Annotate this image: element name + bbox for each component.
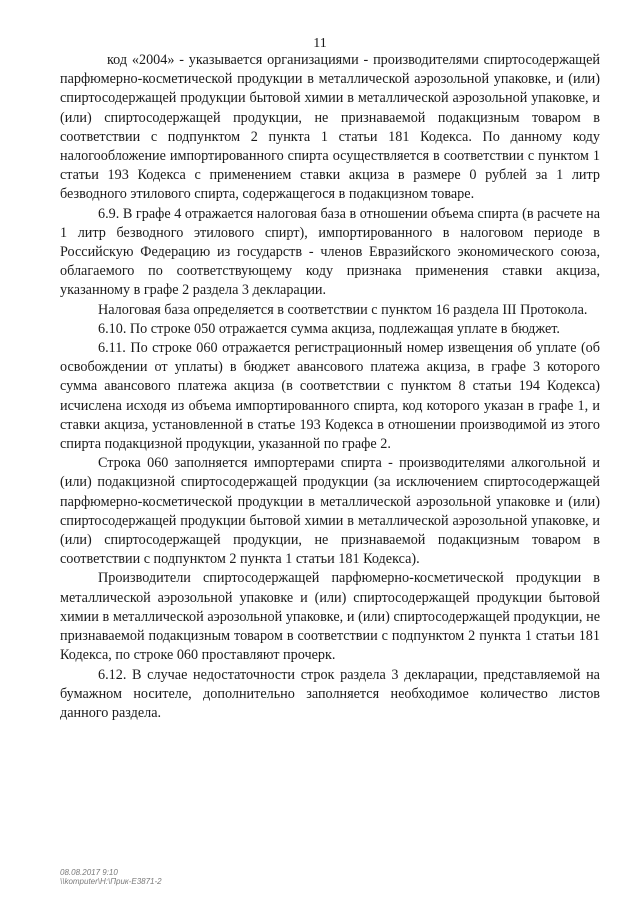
document-body bbox=[60, 51, 600, 723]
paragraph-code-2004: код «2004» - указывается организациями - производителями спиртосодержащей парфюмерно-косметической продукции в металлической аэрозольной упаковке, и (или) спиртосодержащей продукции бытовой химии в металлической аэрозольной упаковке, и (или) спиртосодержащей продукции, не признаваемой подакцизным товаром в соответствии с подпунктом 2 пункта 1 статьи 181 Кодекса. По данному коду налогообложение импортированного спирта осуществляется в соответствии с пунктом 1 статьи 193 Кодекса с применением ставки акциза в размере 0 рублей за 1 литр безводного этилового спирта, содержащегося в подакцизном товаре. bbox=[60, 52, 600, 203]
paragraph-6-10: 6.10. По строке 050 отражается сумма акциза, подлежащая уплате в бюджет. bbox=[98, 320, 560, 337]
footer-stamp bbox=[60, 868, 162, 886]
paragraph-6-9: 6.9. В графе 4 отражается налоговая база в отношении объема спирта (в расчете на 1 литр безводного этилового спирт), импортированного в налоговом периоде в Российскую Федерацию из государств - членов Евразийского экономического союза, облагаемого по соответствующему коду признака применения ставки акциза, указанному в графе 2 раздела 3 декларации. bbox=[60, 205, 600, 299]
footer-date: 08.08.2017 9:10 bbox=[60, 868, 118, 877]
page-number: 11 bbox=[313, 36, 327, 51]
footer-path: \\komputer\Н:\Прик-Е3871-2 bbox=[60, 877, 162, 886]
paragraph-producers: Производители спиртосодержащей парфюмерно-косметической продукции в металлической аэрозольной упаковке и (или) спиртосодержащей продукции бытовой химии в металлической аэрозольной упаковке, и (или) спиртосодержащей продукции, не признаваемой подакцизным товаром в соответствии с подпунктом 2 пункта 1 статьи 181 Кодекса, по строке 060 проставляют прочерк. bbox=[60, 570, 600, 664]
paragraph-line-060: Строка 060 заполняется импортерами спирта - производителями алкогольной и (или) подакцизной спиртосодержащей продукции (за исключением спиртосодержащей парфюмерно-косметической продукции в металлической аэрозольной упаковке и (или) спиртосодержащей продукции бытовой химии в металлической аэрозольной упаковке, и (или) спиртосодержащей продукции, не признаваемой подакцизным товаром в соответствии с подпунктом 2 пункта 1 статьи 181 Кодекса). bbox=[60, 455, 600, 568]
paragraph-tax-base: Налоговая база определяется в соответствии с пунктом 16 раздела III Протокола. bbox=[98, 301, 588, 318]
paragraph-6-12: 6.12. В случае недостаточности строк раздела 3 декларации, представляемой на бумажном носителе, дополнительно заполняется необходимое количество листов данного раздела. bbox=[60, 666, 600, 721]
paragraph-6-11: 6.11. По строке 060 отражается регистрационный номер извещения об уплате (об освобождении от уплаты) в бюджет авансового платежа акциза, в графе 3 которого сумма авансового платежа акциза (в соответствии с пунктом 8 статьи 194 Кодекса) исчислена исходя из объема импортированного спирта, код которого указан в графе 1, и ставки акциза, установленной в статье 193 Кодекса в отношении производимой из этого спирта подакцизной продукции, указанной по графе 2. bbox=[60, 340, 600, 453]
